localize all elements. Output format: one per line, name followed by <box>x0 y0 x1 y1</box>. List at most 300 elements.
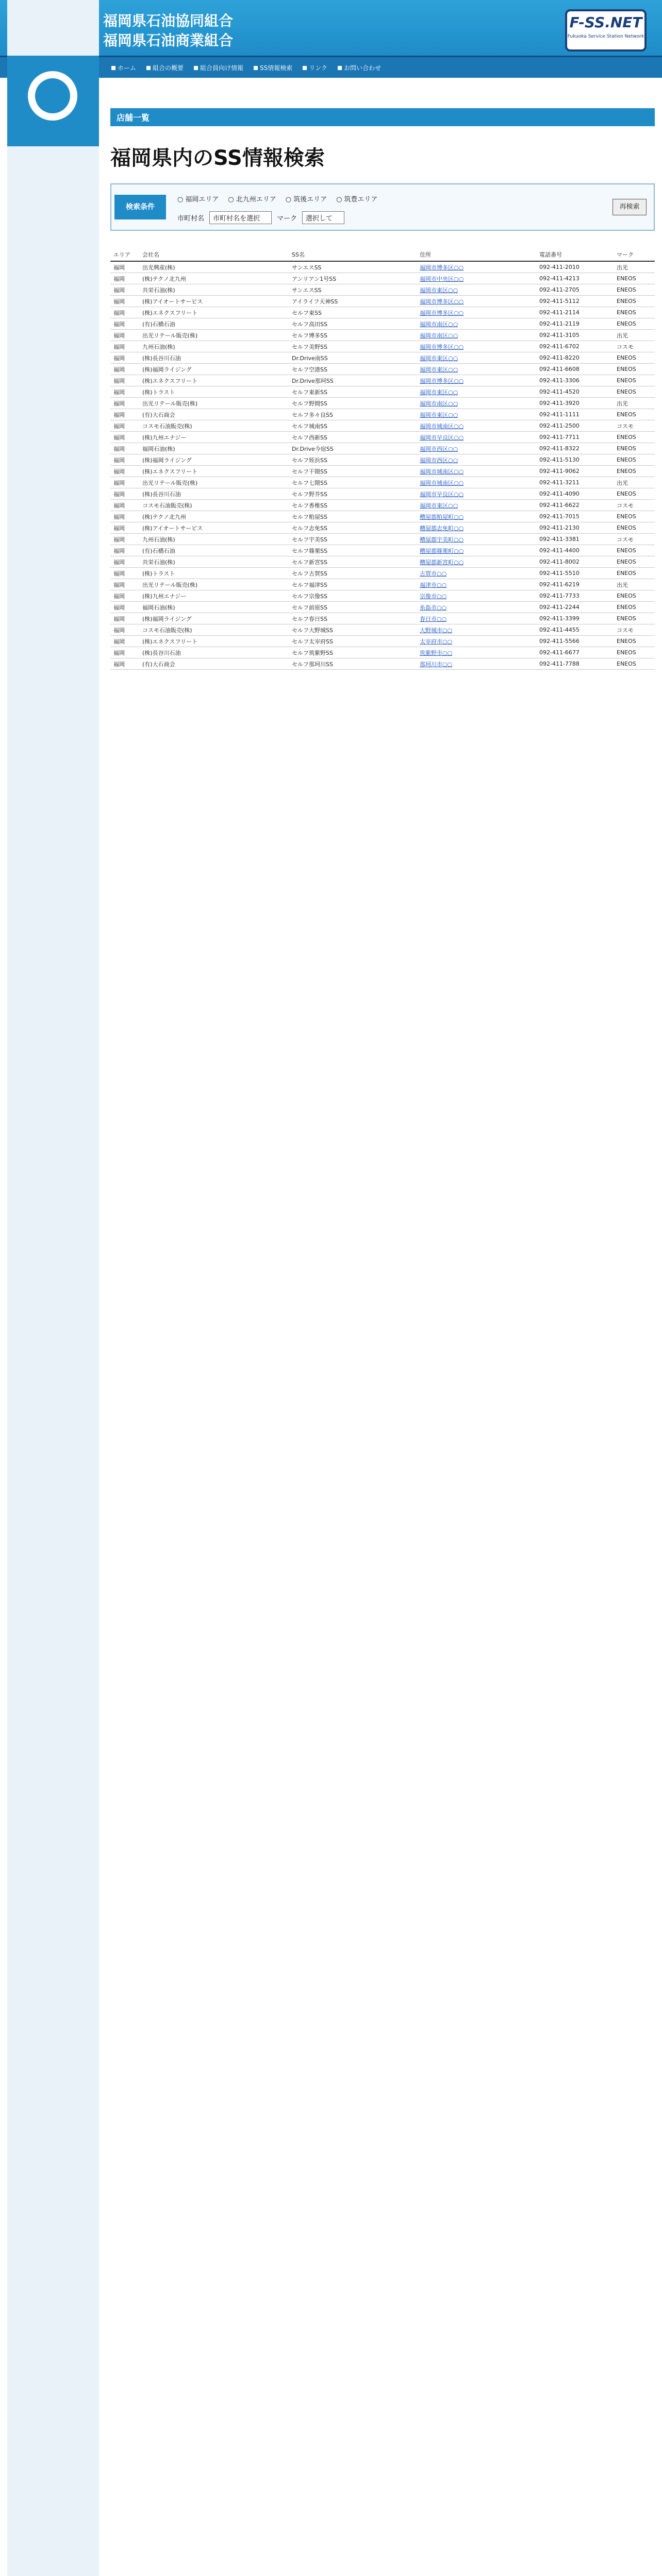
nav-label: お問い合わせ <box>344 64 382 72</box>
table-row <box>110 364 655 375</box>
cell-address[interactable]: 糟屋郡新宮町○○ <box>417 556 536 568</box>
cell-ss-name: セルフ東SS <box>289 307 417 318</box>
cell-area: 福岡 <box>110 466 139 477</box>
cell-phone: 092-411-3105 <box>536 330 614 341</box>
cell-company: (株)エネクスフリート <box>139 375 289 386</box>
table-row <box>110 386 655 398</box>
cell-address[interactable]: 福岡市城南区○○ <box>417 420 536 432</box>
cell-company: 共栄石油(株) <box>139 284 289 296</box>
cell-company: (株)福岡ライジング <box>139 364 289 375</box>
area-radio-group <box>177 194 377 204</box>
cell-address[interactable]: 大野城市○○ <box>417 624 536 636</box>
cell-address[interactable]: 古賀市○○ <box>417 568 536 579</box>
cell-area: 福岡 <box>110 432 139 443</box>
cell-address[interactable]: 福岡市早良区○○ <box>417 488 536 500</box>
cell-address[interactable]: 福岡市東区○○ <box>417 409 536 420</box>
cell-ss-name: セルフ筑紫野SS <box>289 647 417 658</box>
col-ss-name: SS名 <box>289 248 417 261</box>
table-row <box>110 568 655 579</box>
logo-text: F-SS.NET <box>569 14 642 31</box>
table-row <box>110 420 655 432</box>
cell-company: (有)大石商会 <box>139 409 289 420</box>
cell-area: 福岡 <box>110 398 139 409</box>
cell-company: (株)エネクスフリート <box>139 307 289 318</box>
cell-company: (株)アイオートサービス <box>139 296 289 307</box>
cell-address[interactable]: 福岡市早良区○○ <box>417 432 536 443</box>
cell-phone: 092-411-2244 <box>536 602 614 613</box>
cell-address[interactable]: 福岡市中央区○○ <box>417 273 536 284</box>
cell-area: 福岡 <box>110 307 139 318</box>
cell-phone: 092-411-9062 <box>536 466 614 477</box>
table-row <box>110 488 655 500</box>
cell-area: 福岡 <box>110 261 139 273</box>
table-row <box>110 556 655 568</box>
cell-mark: 出光 <box>614 477 655 488</box>
table-row <box>110 261 655 273</box>
table-row <box>110 273 655 284</box>
cell-area: 福岡 <box>110 602 139 613</box>
cell-area: 福岡 <box>110 522 139 534</box>
table-row <box>110 545 655 556</box>
cell-phone: 092-411-7733 <box>536 590 614 602</box>
cell-ss-name: セルフ城南SS <box>289 420 417 432</box>
cell-ss-name: セルフ志免SS <box>289 522 417 534</box>
cell-company: (有)大石商会 <box>139 658 289 670</box>
cell-company: (株)長谷川石油 <box>139 647 289 658</box>
cell-address[interactable]: 糟屋郡志免町○○ <box>417 522 536 534</box>
cell-area: 福岡 <box>110 409 139 420</box>
cell-area: 福岡 <box>110 488 139 500</box>
page-title: 福岡県内のSS情報検索 <box>110 146 325 170</box>
cell-ss-name: Dr.Drive南SS <box>289 352 417 364</box>
cell-address[interactable]: 福岡市南区○○ <box>417 318 536 330</box>
cell-area: 福岡 <box>110 284 139 296</box>
cell-area: 福岡 <box>110 273 139 284</box>
table-row <box>110 454 655 466</box>
cell-address[interactable]: 福岡市城南区○○ <box>417 466 536 477</box>
cell-phone: 092-411-8220 <box>536 352 614 364</box>
cell-address[interactable]: 筑紫野市○○ <box>417 647 536 658</box>
nav-label: リンク <box>309 64 328 72</box>
cell-ss-name: セルフ那珂川SS <box>289 658 417 670</box>
cell-phone: 092-411-3399 <box>536 613 614 624</box>
table-row <box>110 443 655 454</box>
col-company: 会社名 <box>139 248 289 261</box>
nav-item-ss-search[interactable] <box>249 57 297 78</box>
cell-address[interactable]: 福岡市南区○○ <box>417 330 536 341</box>
table-row <box>110 590 655 602</box>
nav-label: ホーム <box>118 64 137 72</box>
table-row <box>110 409 655 420</box>
cell-phone: 092-411-6702 <box>536 341 614 352</box>
mark-select[interactable]: 選択して <box>302 211 344 224</box>
cell-ss-name: セルフ西新SS <box>289 432 417 443</box>
cell-address[interactable]: 福岡市博多区○○ <box>417 261 536 273</box>
cell-area: 福岡 <box>110 568 139 579</box>
cell-ss-name: セルフ野間SS <box>289 398 417 409</box>
logo-subtext: Fukuoka Service Station Network <box>567 34 644 39</box>
cell-area: 福岡 <box>110 352 139 364</box>
cell-address[interactable]: 糟屋郡粕屋町○○ <box>417 511 536 522</box>
cell-phone: 092-411-2010 <box>536 261 614 273</box>
sidebar <box>7 0 99 2576</box>
table-row <box>110 636 655 647</box>
cell-mark: 出光 <box>614 330 655 341</box>
cell-mark: コスモ <box>614 534 655 545</box>
nav-label: 組合の概要 <box>153 64 184 72</box>
cell-company: (株)福岡ライジング <box>139 613 289 624</box>
cell-address[interactable]: 福岡市西区○○ <box>417 454 536 466</box>
cell-company: (株)テクノ北九州 <box>139 511 289 522</box>
cell-mark: コスモ <box>614 420 655 432</box>
cell-area: 福岡 <box>110 443 139 454</box>
cell-company: 福岡石油(株) <box>139 602 289 613</box>
cell-area: 福岡 <box>110 364 139 375</box>
cell-ss-name: Dr.Drive那珂SS <box>289 375 417 386</box>
cell-ss-name: セルフ古賀SS <box>289 568 417 579</box>
bullet-icon <box>146 66 151 70</box>
global-nav <box>0 56 662 78</box>
cell-company: (株)九州エナジー <box>139 590 289 602</box>
cell-area: 福岡 <box>110 330 139 341</box>
cell-ss-name: セルフ福津SS <box>289 579 417 590</box>
cell-ss-name: セルフ春日SS <box>289 613 417 624</box>
cell-area: 福岡 <box>110 420 139 432</box>
cell-phone: 092-411-3306 <box>536 375 614 386</box>
cell-company: (株)エネクスフリート <box>139 636 289 647</box>
cell-company: (株)テクノ北九州 <box>139 273 289 284</box>
table-row <box>110 534 655 545</box>
cell-ss-name: セルフ宇美SS <box>289 534 417 545</box>
nav-item-links[interactable] <box>297 57 333 78</box>
cell-company: (株)長谷川石油 <box>139 352 289 364</box>
cell-ss-name: セルフ太宰府SS <box>289 636 417 647</box>
cell-address[interactable]: 福岡市博多区○○ <box>417 341 536 352</box>
col-phone: 電話番号 <box>536 248 614 261</box>
cell-company: 出光リテール販売(株) <box>139 477 289 488</box>
cell-address[interactable]: 福岡市東区○○ <box>417 284 536 296</box>
cell-ss-name: セルフ香椎SS <box>289 500 417 511</box>
cell-area: 福岡 <box>110 454 139 466</box>
cell-mark: ENEOS <box>614 454 655 466</box>
cell-ss-name: セルフ新宮SS <box>289 556 417 568</box>
cell-address[interactable]: 福岡市東区○○ <box>417 500 536 511</box>
cell-address[interactable]: 福岡市東区○○ <box>417 352 536 364</box>
cell-phone: 092-411-2114 <box>536 307 614 318</box>
table-row <box>110 307 655 318</box>
cell-mark: ENEOS <box>614 318 655 330</box>
cell-mark: ENEOS <box>614 386 655 398</box>
cell-company: 九州石油(株) <box>139 534 289 545</box>
cell-mark: ENEOS <box>614 296 655 307</box>
cell-ss-name: セルフ篠栗SS <box>289 545 417 556</box>
cell-company: 出光リテール販売(株) <box>139 398 289 409</box>
cell-mark: ENEOS <box>614 522 655 534</box>
cell-company: 出光リテール販売(株) <box>139 579 289 590</box>
table-row <box>110 658 655 670</box>
table-row <box>110 466 655 477</box>
cell-mark: ENEOS <box>614 364 655 375</box>
cell-mark: ENEOS <box>614 284 655 296</box>
cell-area: 福岡 <box>110 375 139 386</box>
cell-area: 福岡 <box>110 341 139 352</box>
cell-mark: ENEOS <box>614 590 655 602</box>
cell-phone: 092-411-7015 <box>536 511 614 522</box>
table-row <box>110 602 655 613</box>
cell-phone: 092-411-3381 <box>536 534 614 545</box>
table-row <box>110 579 655 590</box>
cell-phone: 092-411-6219 <box>536 579 614 590</box>
cell-phone: 092-411-6608 <box>536 364 614 375</box>
cell-phone: 092-411-1111 <box>536 409 614 420</box>
cell-mark: ENEOS <box>614 511 655 522</box>
org-name <box>103 11 233 50</box>
cell-mark: ENEOS <box>614 556 655 568</box>
cell-mark: ENEOS <box>614 636 655 647</box>
cell-phone: 092-411-5510 <box>536 568 614 579</box>
table-row <box>110 647 655 658</box>
col-mark: マーク <box>614 248 655 261</box>
cell-mark: ENEOS <box>614 273 655 284</box>
table-row <box>110 613 655 624</box>
cell-company: 出光リテール販売(株) <box>139 330 289 341</box>
cell-address[interactable]: 糟屋郡宇美町○○ <box>417 534 536 545</box>
cell-area: 福岡 <box>110 556 139 568</box>
cell-ss-name: セルフ高田SS <box>289 318 417 330</box>
cell-mark: ENEOS <box>614 443 655 454</box>
nav-label: SS情報検索 <box>260 64 293 72</box>
area-radio-fukuoka[interactable]: ○ 福岡エリア <box>177 194 219 204</box>
cell-mark: コスモ <box>614 341 655 352</box>
research-button[interactable]: 再検索 <box>613 199 647 215</box>
table-row <box>110 330 655 341</box>
cell-company: コスモ石油販売(株) <box>139 500 289 511</box>
cell-ss-name: セルフ粕屋SS <box>289 511 417 522</box>
cell-mark: ENEOS <box>614 466 655 477</box>
cell-area: 福岡 <box>110 613 139 624</box>
cell-phone: 092-411-3211 <box>536 477 614 488</box>
col-address: 住所 <box>417 248 536 261</box>
cell-ss-name: セルフ前原SS <box>289 602 417 613</box>
cell-phone: 092-411-7788 <box>536 658 614 670</box>
cell-mark: ENEOS <box>614 409 655 420</box>
mark-label: マーク <box>277 215 297 223</box>
cell-ss-name: セルフ多々良SS <box>289 409 417 420</box>
city-select[interactable]: 市町村名を選択 <box>209 211 272 224</box>
filter-row <box>177 211 344 224</box>
cell-ss-name: サンエスSS <box>289 261 417 273</box>
cell-ss-name: セルフ博多SS <box>289 330 417 341</box>
cell-phone: 092-411-5130 <box>536 454 614 466</box>
cell-company: (株)長谷川石油 <box>139 488 289 500</box>
table-row <box>110 318 655 330</box>
table-row <box>110 398 655 409</box>
table-row <box>110 477 655 488</box>
table-row <box>110 500 655 511</box>
table-body <box>110 261 655 670</box>
cell-phone: 092-411-4090 <box>536 488 614 500</box>
cell-ss-name: セルフ宗像SS <box>289 590 417 602</box>
cell-ss-name: アンリアン1号SS <box>289 273 417 284</box>
cell-phone: 092-411-2119 <box>536 318 614 330</box>
cell-phone: 092-411-2705 <box>536 284 614 296</box>
bullet-icon <box>254 66 258 70</box>
cell-phone: 092-411-7711 <box>536 432 614 443</box>
cell-area: 福岡 <box>110 534 139 545</box>
cell-area: 福岡 <box>110 318 139 330</box>
cell-company: (株)トラスト <box>139 568 289 579</box>
cell-address[interactable]: 太宰府市○○ <box>417 636 536 647</box>
bullet-icon <box>194 66 198 70</box>
cell-area: 福岡 <box>110 500 139 511</box>
cell-mark: 出光 <box>614 398 655 409</box>
cell-ss-name: セルフ姪浜SS <box>289 454 417 466</box>
cell-ss-name: セルフ東新SS <box>289 386 417 398</box>
cell-mark: ENEOS <box>614 647 655 658</box>
cell-company: (株)九州エナジー <box>139 432 289 443</box>
emblem-icon <box>7 56 99 146</box>
table-row <box>110 296 655 307</box>
cell-mark: コスモ <box>614 500 655 511</box>
cell-area: 福岡 <box>110 590 139 602</box>
cell-mark: コスモ <box>614 624 655 636</box>
cell-area: 福岡 <box>110 386 139 398</box>
cell-address[interactable]: 福岡市西区○○ <box>417 443 536 454</box>
col-area: エリア <box>110 248 139 261</box>
cell-mark: ENEOS <box>614 432 655 443</box>
bullet-icon <box>111 66 115 70</box>
cell-address[interactable]: 春日市○○ <box>417 613 536 624</box>
nav-item-home[interactable] <box>106 57 141 78</box>
cell-address[interactable]: 福岡市南区○○ <box>417 398 536 409</box>
cell-mark: ENEOS <box>614 602 655 613</box>
cell-phone: 092-411-6677 <box>536 647 614 658</box>
cell-address[interactable]: 宗像市○○ <box>417 590 536 602</box>
table-row <box>110 375 655 386</box>
cell-phone: 092-411-4213 <box>536 273 614 284</box>
cell-ss-name: セルフ干隈SS <box>289 466 417 477</box>
cell-area: 福岡 <box>110 511 139 522</box>
bullet-icon <box>338 66 342 70</box>
cell-company: (有)石橋石油 <box>139 545 289 556</box>
cell-area: 福岡 <box>110 636 139 647</box>
cell-phone: 092-411-4455 <box>536 624 614 636</box>
site-logo[interactable] <box>565 9 647 52</box>
cell-phone: 092-411-5566 <box>536 636 614 647</box>
cell-mark: ENEOS <box>614 375 655 386</box>
cell-area: 福岡 <box>110 545 139 556</box>
area-radio-kitakyushu[interactable]: ○ 北九州エリア <box>228 194 276 204</box>
city-label: 市町村名 <box>177 215 205 223</box>
cell-company: コスモ石油販売(株) <box>139 624 289 636</box>
cell-mark: ENEOS <box>614 613 655 624</box>
table-header-row <box>110 248 655 261</box>
cell-area: 福岡 <box>110 658 139 670</box>
cell-phone: 092-411-3920 <box>536 398 614 409</box>
cell-company: 九州石油(株) <box>139 341 289 352</box>
table-row <box>110 522 655 534</box>
cell-phone: 092-411-6622 <box>536 500 614 511</box>
search-panel <box>110 183 655 231</box>
cell-company: (株)エネクスフリート <box>139 466 289 477</box>
cell-address[interactable]: 福岡市博多区○○ <box>417 375 536 386</box>
cell-area: 福岡 <box>110 477 139 488</box>
cell-area: 福岡 <box>110 579 139 590</box>
cell-address[interactable]: 福岡市東区○○ <box>417 386 536 398</box>
cell-mark: 出光 <box>614 579 655 590</box>
cell-phone: 092-411-8002 <box>536 556 614 568</box>
cell-phone: 092-411-5112 <box>536 296 614 307</box>
cell-ss-name: セルフ野芥SS <box>289 488 417 500</box>
cell-company: (株)トラスト <box>139 386 289 398</box>
table-row <box>110 432 655 443</box>
cell-company: 福岡石油(株) <box>139 443 289 454</box>
cell-ss-name: セルフ美野SS <box>289 341 417 352</box>
cell-company: 共栄石油(株) <box>139 556 289 568</box>
cell-phone: 092-411-8322 <box>536 443 614 454</box>
table-row <box>110 511 655 522</box>
table-row <box>110 352 655 364</box>
org-line-1: 福岡県石油協同組合 <box>103 12 234 29</box>
table-row <box>110 284 655 296</box>
cell-ss-name: セルフ空港SS <box>289 364 417 375</box>
cell-mark: ENEOS <box>614 488 655 500</box>
cell-area: 福岡 <box>110 296 139 307</box>
area-radio-chikugo[interactable]: ○ 筑後エリア <box>286 194 327 204</box>
cell-ss-name: アイライフ天神SS <box>289 296 417 307</box>
cell-company: (株)アイオートサービス <box>139 522 289 534</box>
org-line-2: 福岡県石油商業組合 <box>103 32 234 49</box>
section-title: 店舗一覧 <box>110 108 655 126</box>
cell-ss-name: サンエスSS <box>289 284 417 296</box>
cell-ss-name: セルフ大野城SS <box>289 624 417 636</box>
cell-address[interactable]: 福岡市城南区○○ <box>417 477 536 488</box>
ss-table <box>110 248 655 670</box>
cell-phone: 092-411-4400 <box>536 545 614 556</box>
nav-item-about[interactable] <box>141 57 189 78</box>
cell-mark: ENEOS <box>614 307 655 318</box>
table-row <box>110 624 655 636</box>
cell-mark: 出光 <box>614 261 655 273</box>
cell-company: (株)福岡ライジング <box>139 454 289 466</box>
cell-company: (有)石橋石油 <box>139 318 289 330</box>
nav-item-contact[interactable] <box>333 57 386 78</box>
cell-address[interactable]: 糸島市○○ <box>417 602 536 613</box>
cell-mark: ENEOS <box>614 545 655 556</box>
cell-mark: ENEOS <box>614 568 655 579</box>
cell-address[interactable]: 糟屋郡篠栗町○○ <box>417 545 536 556</box>
cell-address[interactable]: 福岡市博多区○○ <box>417 307 536 318</box>
cell-address[interactable]: 那珂川市○○ <box>417 658 536 670</box>
cell-ss-name: Dr.Drive今宿SS <box>289 443 417 454</box>
cell-address[interactable]: 福津市○○ <box>417 579 536 590</box>
main-content <box>110 108 655 670</box>
area-radio-chikuho[interactable]: ○ 筑豊エリア <box>336 194 377 204</box>
cell-address[interactable]: 福岡市東区○○ <box>417 364 536 375</box>
search-label: 検索条件 <box>114 195 166 219</box>
cell-area: 福岡 <box>110 647 139 658</box>
cell-phone: 092-411-2500 <box>536 420 614 432</box>
cell-area: 福岡 <box>110 624 139 636</box>
table-row <box>110 341 655 352</box>
cell-company: コスモ石油販売(株) <box>139 420 289 432</box>
site-header <box>0 0 662 56</box>
cell-mark: ENEOS <box>614 352 655 364</box>
cell-mark: ENEOS <box>614 658 655 670</box>
nav-label: 組合員向け情報 <box>200 64 244 72</box>
nav-item-members[interactable] <box>189 57 249 78</box>
cell-address[interactable]: 福岡市博多区○○ <box>417 296 536 307</box>
